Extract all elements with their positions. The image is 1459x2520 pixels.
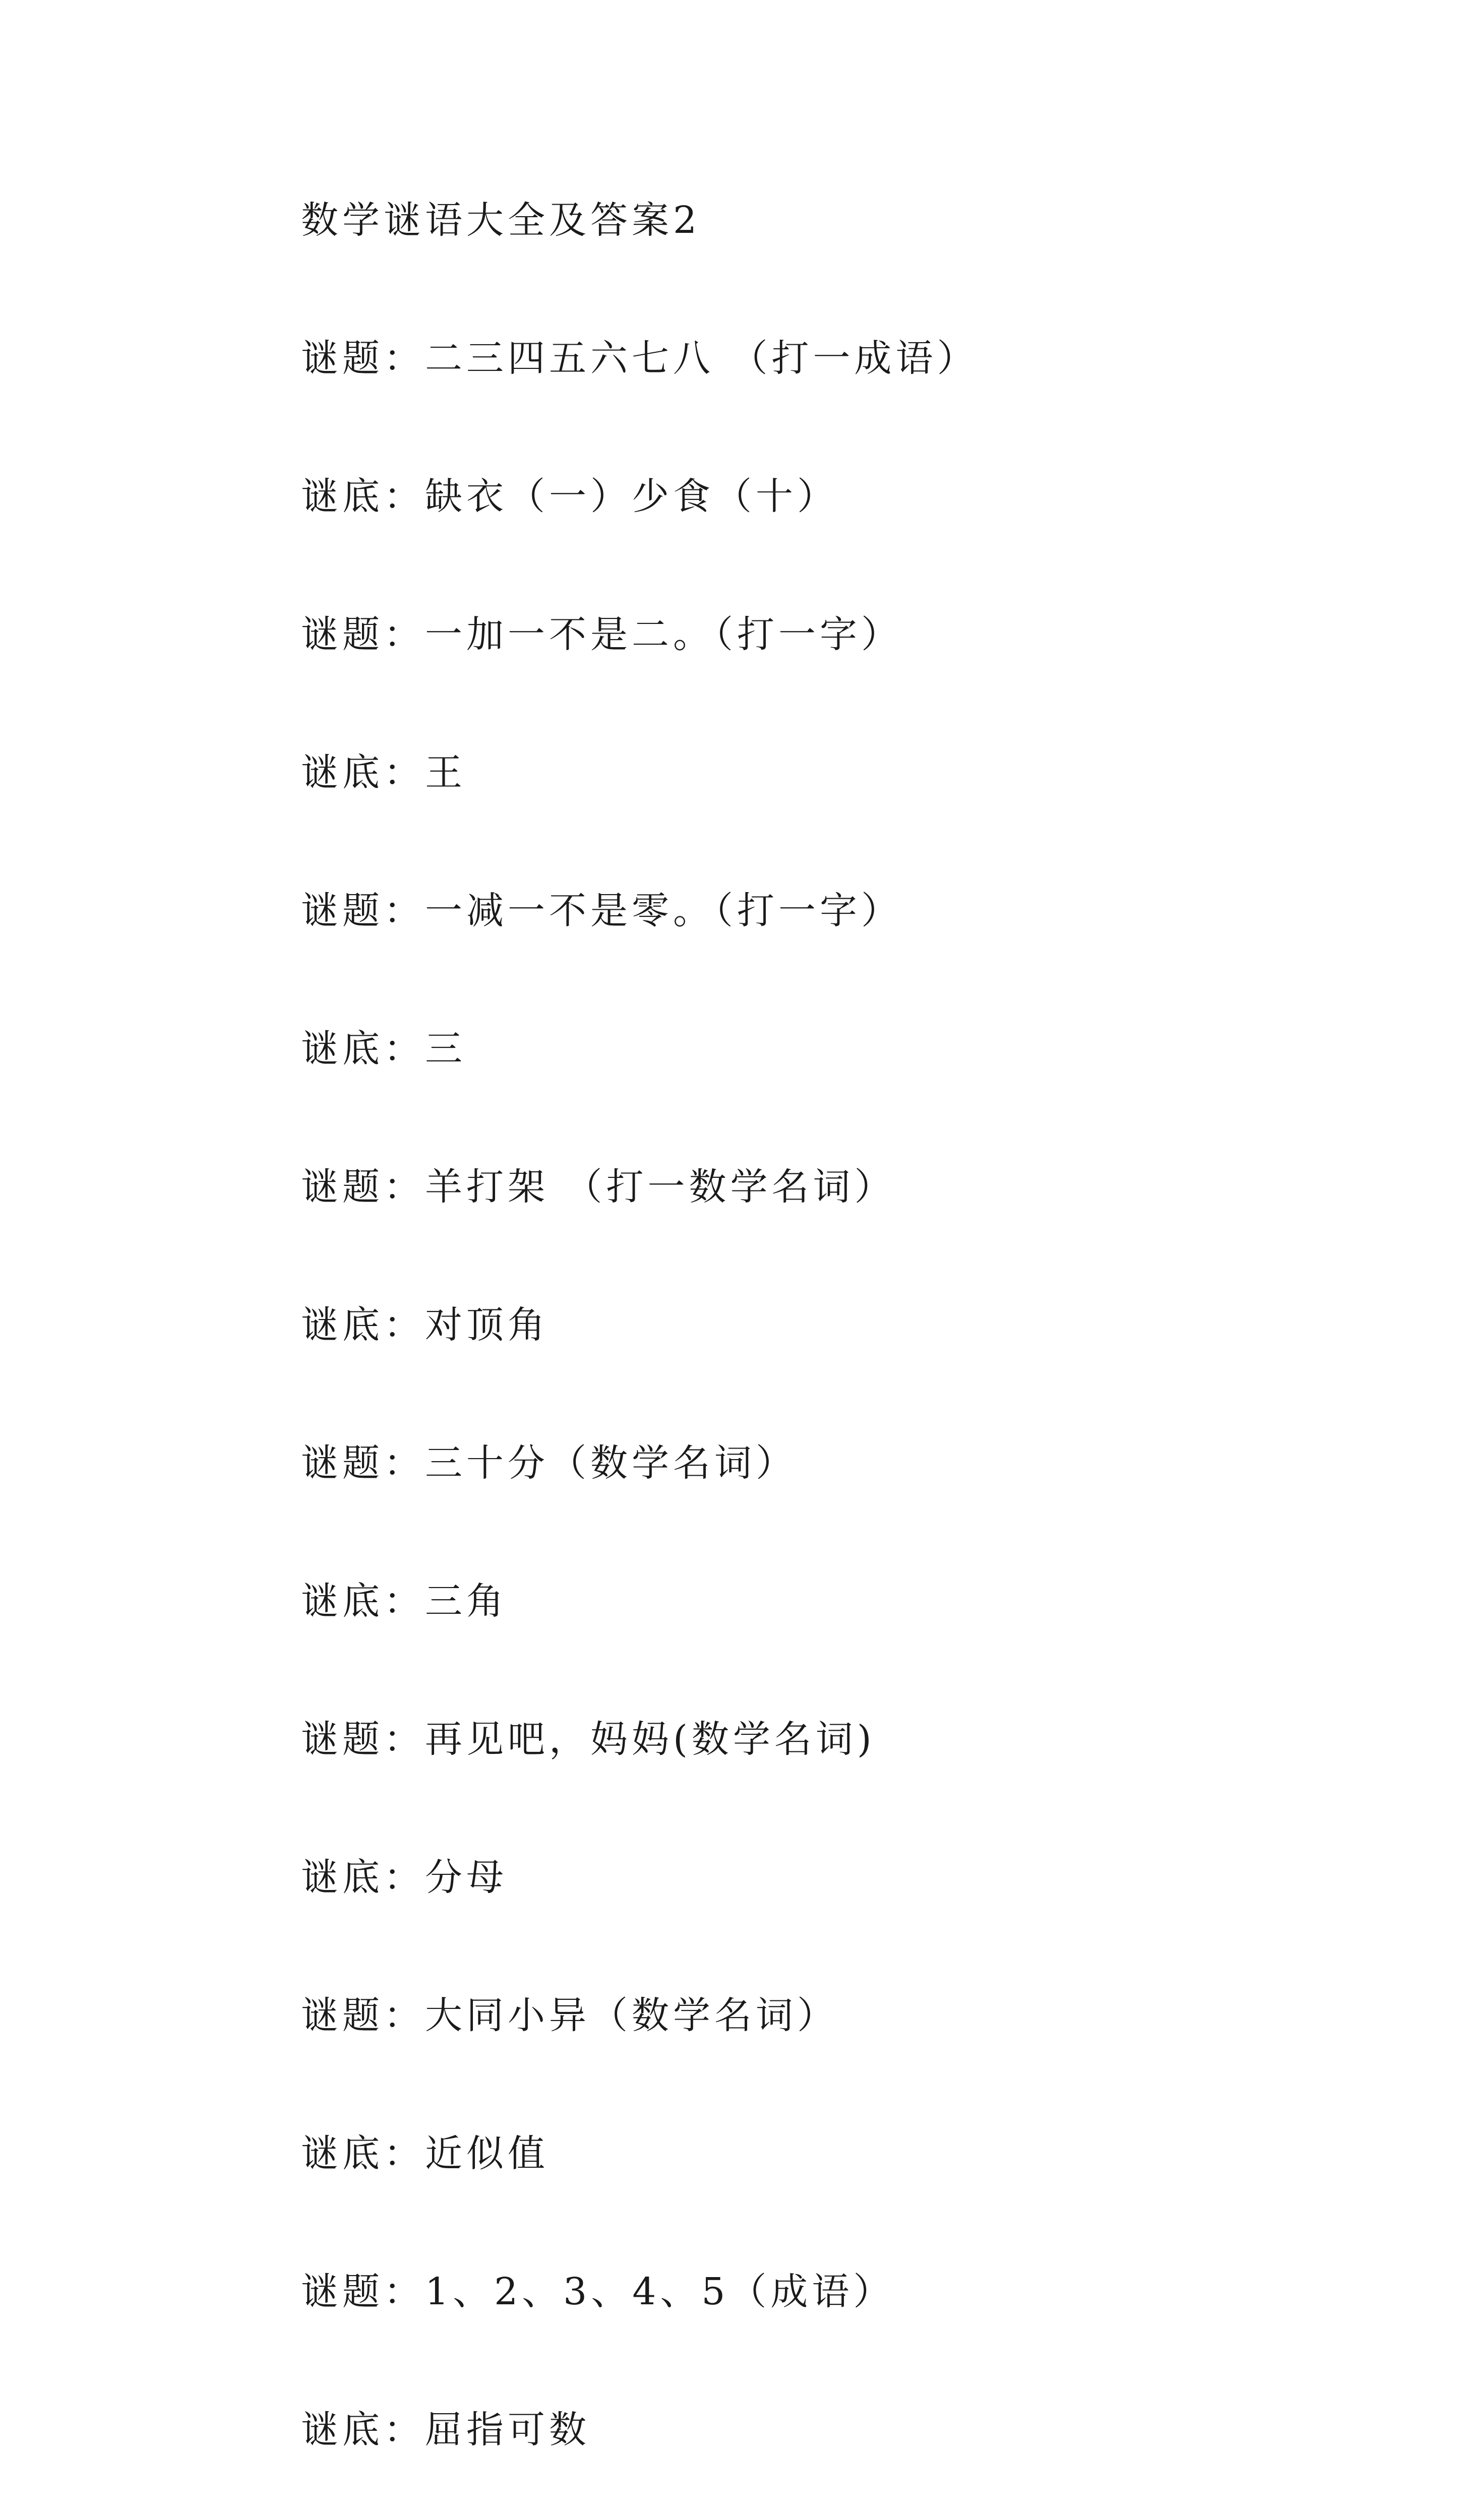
riddle-answer: 谜底：三角 [301, 1580, 508, 1623]
document-title: 数学谜语大全及答案2 [301, 199, 701, 242]
riddle-question: 谜题：一加一不是二。（打一字） [301, 613, 902, 656]
document-body [301, 198, 1309, 2520]
riddle-question: 谜题：1、2、3、4、5（成语） [301, 2270, 895, 2313]
riddle-answer: 谜底：王 [301, 751, 466, 794]
riddle-answer: 谜底：对顶角 [301, 1303, 549, 1347]
riddle-question: 谜题：一减一不是零。（打一字） [301, 889, 902, 932]
riddle-question: 谜题：二三四五六七八 （打一成语） [301, 337, 979, 380]
riddle-question: 谜题：羊打架 （打一数学名词） [301, 1165, 896, 1209]
riddle-question: 谜题：三十分（数学名词） [301, 1441, 797, 1485]
riddle-question: 谜题：大同小异（数学名词） [301, 1994, 838, 2037]
riddle-answer: 谜底：屈指可数 [301, 2408, 590, 2451]
riddle-answer: 谜底：缺衣（一）少食（十） [301, 475, 838, 518]
riddle-question: 谜题：再见吧，妈妈(数学名词) [301, 1718, 876, 1761]
riddle-answer: 谜底：三 [301, 1027, 466, 1070]
riddle-answer: 谜底：近似值 [301, 2132, 549, 2175]
riddle-answer: 谜底：分母 [301, 1856, 508, 1899]
